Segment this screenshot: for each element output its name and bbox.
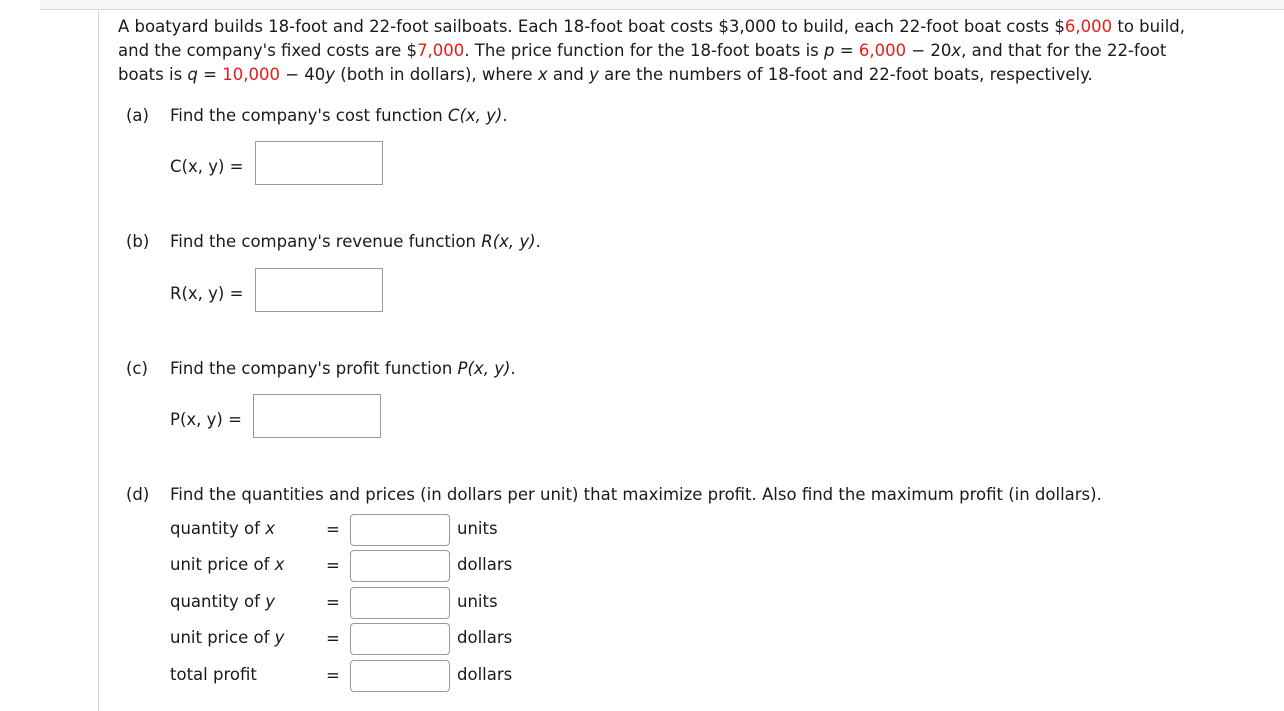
problem-line-2	[118, 39, 1258, 63]
part-b-label: (b)	[126, 232, 150, 251]
row-var: y	[265, 592, 275, 611]
total-profit-box[interactable]	[350, 660, 450, 692]
part-b-end: .	[535, 232, 541, 251]
part-a-function: C(x, y)	[447, 106, 503, 125]
price-y-input[interactable]	[351, 624, 449, 654]
profit-function-answer-box[interactable]	[253, 394, 381, 438]
part-d-question	[126, 485, 1102, 504]
price-y-box[interactable]	[350, 623, 450, 655]
problem-text: are the numbers of 18-foot and 22-foot boats, respectively.	[598, 65, 1093, 84]
row-label-text: unit price of	[170, 555, 275, 574]
row-label-text: unit price of	[170, 628, 275, 647]
quantity-y-box[interactable]	[350, 587, 450, 619]
quantity-x-input[interactable]	[351, 515, 449, 545]
price-x-input[interactable]	[351, 551, 449, 581]
part-c-question	[126, 359, 516, 378]
problem-line-1	[118, 15, 1258, 39]
unit-label: dollars	[457, 555, 513, 574]
var-x: x	[951, 41, 962, 60]
problem-line-3	[118, 63, 1258, 87]
row-label	[170, 519, 275, 538]
problem-statement	[118, 15, 1258, 87]
problem-text: − 40	[279, 65, 326, 84]
part-c-function: P(x, y)	[457, 359, 511, 378]
price-q-constant: 10,000	[222, 65, 280, 84]
unit-label: dollars	[457, 628, 513, 647]
part-d-text: Find the quantities and prices (in dollars per unit) that maximize profit. Also find the maximum profit (in dollars).	[170, 485, 1102, 504]
part-b-question	[126, 232, 541, 251]
problem-text: , and that for the 22-foot	[961, 41, 1167, 60]
part-c-label: (c)	[126, 359, 148, 378]
row-label	[170, 555, 284, 574]
row-var: x	[265, 519, 275, 538]
price-x-box[interactable]	[350, 550, 450, 582]
var-p: p	[824, 41, 835, 60]
problem-text: boats is	[118, 65, 188, 84]
var-y: y	[325, 65, 336, 84]
row-var: x	[274, 555, 285, 574]
unit-label: units	[457, 519, 498, 538]
problem-text: . The price function for the 18-foot boats is	[464, 41, 825, 60]
row-label	[170, 592, 275, 611]
part-a-eq-label: C(x, y) =	[170, 157, 244, 176]
part-b-text: Find the company's revenue function	[170, 232, 482, 251]
row-label-text: total profit	[170, 665, 257, 684]
part-c-text: Find the company's profit function	[170, 359, 458, 378]
problem-text: =	[834, 41, 859, 60]
total-profit-input[interactable]	[351, 661, 449, 691]
unit-label: dollars	[457, 665, 513, 684]
problem-text: A boatyard builds 18-foot and 22-foot sailboats. Each 18-foot boat costs $3,000 to build, each 22-foot boat costs $	[118, 17, 1065, 36]
row-label-text: quantity of	[170, 592, 266, 611]
equals-sign: =	[326, 666, 340, 685]
profit-function-input[interactable]	[254, 395, 380, 437]
var-x: x	[537, 65, 548, 84]
part-d-label: (d)	[126, 485, 150, 504]
part-a-label: (a)	[126, 106, 149, 125]
cost-22-value: 6,000	[1064, 17, 1113, 36]
quantity-x-box[interactable]	[350, 514, 450, 546]
part-a-question	[126, 106, 508, 125]
equals-sign: =	[326, 593, 340, 612]
problem-text: to build,	[1112, 17, 1185, 36]
price-p-constant: 6,000	[858, 41, 907, 60]
fixed-cost-value: 7,000	[417, 41, 465, 60]
cost-function-input[interactable]	[256, 142, 382, 184]
row-label	[170, 665, 257, 684]
row-var: y	[274, 628, 285, 647]
problem-text: − 20	[906, 41, 952, 60]
equals-sign: =	[326, 556, 340, 575]
revenue-function-answer-box[interactable]	[255, 268, 383, 312]
row-label-text: quantity of	[170, 519, 266, 538]
part-a-end: .	[502, 106, 508, 125]
row-label	[170, 628, 284, 647]
part-a-text: Find the company's cost function	[170, 106, 448, 125]
equals-sign: =	[326, 520, 340, 539]
part-b-eq-label: R(x, y) =	[170, 284, 244, 303]
equals-sign: =	[326, 629, 340, 648]
problem-text: and the company's fixed costs are $	[118, 41, 418, 60]
unit-label: units	[457, 592, 498, 611]
quantity-y-input[interactable]	[351, 588, 449, 618]
problem-text: (both in dollars), where	[335, 65, 538, 84]
var-q: q	[187, 65, 198, 84]
part-b-function: R(x, y)	[481, 232, 536, 251]
problem-text: and	[547, 65, 590, 84]
cost-function-answer-box[interactable]	[255, 141, 383, 185]
part-c-end: .	[510, 359, 516, 378]
part-c-eq-label: P(x, y) =	[170, 410, 242, 429]
problem-text: =	[197, 65, 223, 84]
revenue-function-input[interactable]	[256, 269, 382, 311]
var-y: y	[589, 65, 599, 84]
